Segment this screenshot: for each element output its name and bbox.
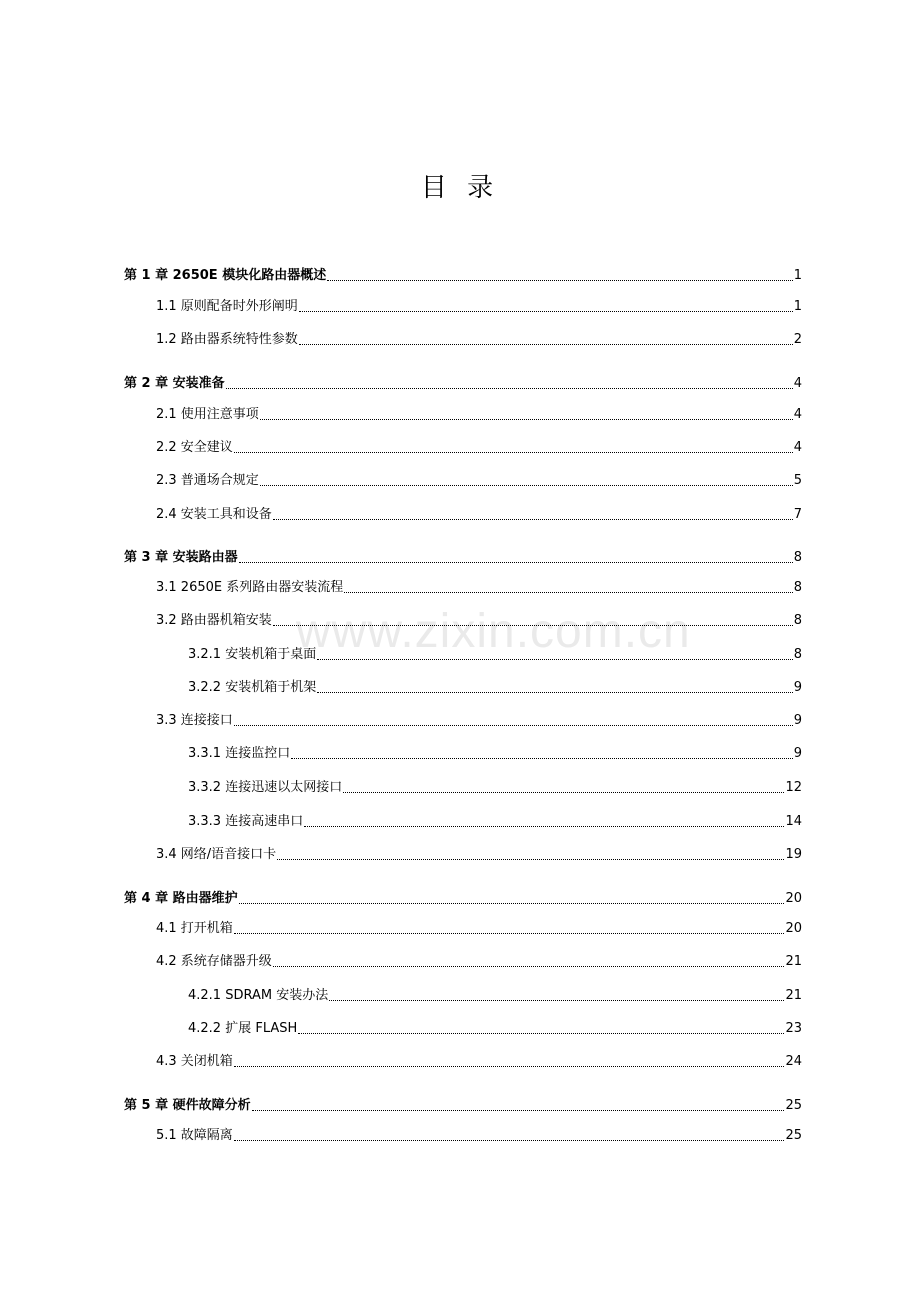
toc-entry[interactable]: [188, 1019, 802, 1039]
toc-entry-label: 第 3 章 安装路由器: [124, 550, 238, 565]
toc-entry-label: 3.4 网络/语音接口卡: [156, 847, 277, 862]
toc-entry[interactable]: [188, 986, 802, 1006]
toc-entry-label: 5.1 故障隔离: [156, 1128, 233, 1143]
toc-entry-label: 1.1 原则配备时外形阐明: [156, 299, 298, 314]
toc-entry-label: 1.2 路由器系统特性参数: [156, 332, 298, 347]
toc-entry-label: 3.2.1 安装机箱于桌面: [188, 647, 317, 662]
toc-entry-page-number: 8: [793, 550, 802, 565]
toc-entry[interactable]: [156, 297, 802, 317]
toc-entry-label: 3.3.3 连接高速串口: [188, 814, 304, 829]
toc-entry[interactable]: [156, 330, 802, 350]
toc-entry-label: 4.1 打开机箱: [156, 921, 233, 936]
toc-entry-label: 4.2.2 扩展 FLASH: [188, 1021, 298, 1036]
toc-dot-leader: [252, 1110, 785, 1111]
toc-dot-leader: [304, 826, 784, 827]
toc-dot-leader: [234, 452, 793, 453]
toc-entry-page-number: 21: [785, 954, 802, 969]
toc-dot-leader: [298, 1033, 784, 1034]
toc-entry-page-number: 19: [785, 847, 802, 862]
toc-entry[interactable]: [156, 845, 802, 865]
toc-entry[interactable]: [156, 505, 802, 525]
toc-entry[interactable]: [124, 374, 802, 394]
toc-entry[interactable]: [156, 711, 802, 731]
toc-entry[interactable]: [188, 645, 802, 665]
toc-entry-page-number: 7: [793, 507, 802, 522]
toc-entry-label: 2.4 安装工具和设备: [156, 507, 272, 522]
toc-entry[interactable]: [124, 266, 802, 286]
toc-entry-label: 4.2.1 SDRAM 安装办法: [188, 988, 329, 1003]
toc-entry[interactable]: [156, 611, 802, 631]
toc-dot-leader: [299, 311, 793, 312]
toc-entry-page-number: 24: [785, 1054, 802, 1069]
toc-dot-leader: [234, 1066, 785, 1067]
toc-entry[interactable]: [156, 578, 802, 598]
toc-entry[interactable]: [188, 744, 802, 764]
toc-dot-leader: [273, 966, 785, 967]
toc-dot-leader: [260, 419, 793, 420]
toc-entry[interactable]: [156, 1052, 802, 1072]
toc-entry-page-number: 8: [793, 613, 802, 628]
page-title: 目 录: [420, 173, 500, 203]
toc-entry-label: 3.3.1 连接监控口: [188, 746, 291, 761]
toc-entry-page-number: 8: [793, 647, 802, 662]
toc-dot-leader: [327, 280, 793, 281]
toc-entry-label: 第 4 章 路由器维护: [124, 891, 238, 906]
toc-dot-leader: [239, 562, 793, 563]
toc-entry-page-number: 8: [793, 580, 802, 595]
toc-entry-page-number: 12: [785, 780, 802, 795]
toc-dot-leader: [329, 1000, 784, 1001]
toc-entry[interactable]: [188, 678, 802, 698]
toc-entry-label: 3.3.2 连接迅速以太网接口: [188, 780, 343, 795]
toc-entry[interactable]: [156, 919, 802, 939]
toc-entry-page-number: 5: [793, 473, 802, 488]
toc-entry-page-number: 4: [793, 440, 802, 455]
toc-entry-page-number: 1: [793, 299, 802, 314]
toc-dot-leader: [234, 725, 793, 726]
toc-dot-leader: [317, 692, 793, 693]
toc-dot-leader: [234, 1140, 785, 1141]
toc-entry-label: 3.1 2650E 系列路由器安装流程: [156, 580, 344, 595]
toc-entry[interactable]: [156, 1126, 802, 1146]
toc-dot-leader: [234, 933, 785, 934]
toc-dot-leader: [260, 485, 793, 486]
toc-entry-label: 4.2 系统存储器升级: [156, 954, 272, 969]
toc-entry[interactable]: [156, 438, 802, 458]
toc-entry[interactable]: [124, 889, 802, 909]
toc-entry-page-number: 2: [793, 332, 802, 347]
toc-entry-page-number: 23: [785, 1021, 802, 1036]
toc-dot-leader: [273, 625, 793, 626]
toc-dot-leader: [291, 758, 793, 759]
toc-entry[interactable]: [124, 548, 802, 568]
toc-entry[interactable]: [156, 405, 802, 425]
toc-entry-page-number: 9: [793, 713, 802, 728]
toc-entry-label: 3.3 连接接口: [156, 713, 233, 728]
toc-entry-page-number: 25: [785, 1098, 802, 1113]
toc-entry-label: 第 1 章 2650E 模块化路由器概述: [124, 268, 327, 283]
toc-entry-page-number: 20: [785, 891, 802, 906]
watermark-text: www.zixin.com.cn: [296, 605, 691, 658]
toc-dot-leader: [226, 388, 793, 389]
toc-entry-label: 2.1 使用注意事项: [156, 407, 259, 422]
toc-entry-page-number: 1: [793, 268, 802, 283]
toc-entry-label: 2.2 安全建议: [156, 440, 233, 455]
toc-entry-page-number: 4: [793, 407, 802, 422]
toc-entry-page-number: 14: [785, 814, 802, 829]
toc-entry-page-number: 25: [785, 1128, 802, 1143]
toc-entry-label: 4.3 关闭机箱: [156, 1054, 233, 1069]
toc-entry-page-number: 21: [785, 988, 802, 1003]
toc-entry-label: 第 5 章 硬件故障分析: [124, 1098, 251, 1113]
toc-dot-leader: [239, 903, 785, 904]
toc-dot-leader: [273, 519, 793, 520]
toc-entry-label: 2.3 普通场合规定: [156, 473, 259, 488]
toc-entry[interactable]: [156, 471, 802, 491]
toc-dot-leader: [317, 659, 793, 660]
toc-entry[interactable]: [156, 952, 802, 972]
toc-entry-label: 3.2.2 安装机箱于机架: [188, 680, 317, 695]
toc-entry-label: 3.2 路由器机箱安装: [156, 613, 272, 628]
toc-entry-page-number: 9: [793, 680, 802, 695]
toc-dot-leader: [277, 859, 784, 860]
toc-dot-leader: [299, 344, 793, 345]
toc-entry-label: 第 2 章 安装准备: [124, 376, 225, 391]
toc-dot-leader: [344, 592, 792, 593]
toc-entry-page-number: 9: [793, 746, 802, 761]
toc-entry[interactable]: [124, 1096, 802, 1116]
toc-entry-page-number: 20: [785, 921, 802, 936]
toc-entry[interactable]: [188, 778, 802, 798]
toc-entry[interactable]: [188, 812, 802, 832]
toc-dot-leader: [343, 792, 784, 793]
toc-entry-page-number: 4: [793, 376, 802, 391]
